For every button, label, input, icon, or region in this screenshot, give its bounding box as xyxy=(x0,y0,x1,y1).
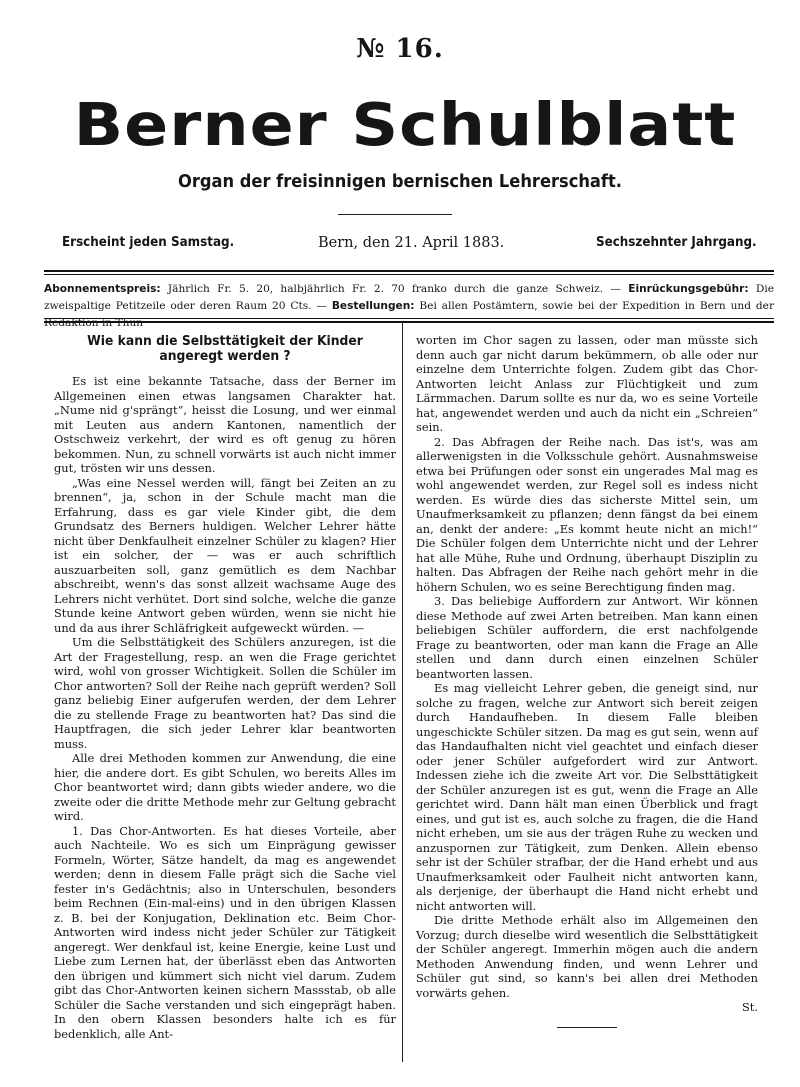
subscription-price-label: Abonnementspreis: xyxy=(44,283,161,295)
advertising-fee-text: Die zweispaltige Petitzeile oder deren Raum 20 Cts. — xyxy=(44,283,774,312)
article-paragraph: 2. Das Abfragen der Reihe nach. Das ist's, was am allerwenigsten in die Volksschule gehört. Ausnahmsweise etwa bei Prüfungen oder sonst ein ungerades Mal mag es wohl angewendet werden, zur Regel soll es indess nicht werden. Es würde dies das sicherste Mittel sein, um Unaufmerksamkeit zu pflanzen; denn fängst da bei einem an, denkt der andere: „Es kommt heute nicht an mich!“ Die Schüler folgen dem Unterrichte nicht und der Lehrer hat alle Mühe, Ruhe und Ordnung, überhaupt Disziplin zu halten. Das Abfragen der Reihe nach gehört mehr in die höhern Schulen, wo es seine Berechtigung finden mag. xyxy=(416,434,758,594)
orders-text: Bei allen Postämtern, sowie bei der Expedition in Bern und der Redaktion in Thun xyxy=(44,300,775,329)
newspaper-subtitle: Organ der freisinnigen bernischen Lehrerschaft. xyxy=(178,172,622,192)
article-title: Wie kann die Selbsttätigkeit der Kinder angeregt werden ? xyxy=(87,334,363,364)
article-paragraph: 1. Das Chor-Antworten. Es hat dieses Vorteile, aber auch Nachteile. Wo es sich um Einprägung gewisser Formeln, Wörter, Sätze handelt, da mag es angewendet werden; denn in diesem Falle prägt sich die Sache viel fester in's Gedächtnis; also in Unterschulen, besonders beim Rechnen (Ein-mal-eins) und in den übrigen Klassen z. B. bei der Konjugation, Deklination etc. Beim Chor-Antworten wird indess nicht jeder Schüler zur Tätigkeit angeregt. Wer denkfaul ist, keine Energie, keine Lust und Liebe zum Lernen hat, der überlässt eben das Antworten den übrigen und kümmert sich nicht viel darum. Zudem gibt das Chor-Antworten keinen sichern Massstab, ob alle Schüler die Sache verstanden und sich eingeprägt haben. In den obern Klassen besonders halte ich es für bedenklich, alle Ant- xyxy=(54,823,396,1041)
dateline: Bern, den 21. April 1883. xyxy=(318,235,505,251)
article-paragraph: Alle drei Methoden kommen zur Anwendung, die eine hier, die andere dort. Es gibt Schulen, wo bereits Alles im Chor beantwortet wird; dann gibts wieder andere, wo die zweite oder die dritte Methode mehr zur Geltung gebracht wird. xyxy=(54,751,396,823)
article-paragraph: worten im Chor sagen zu lassen, oder man müsste sich denn auch gar nicht darum bekümmern, ob alle oder nur einzelne dem Unterrichte folgen. Zudem gibt das Chor-Antworten leicht Anlass zur Flüchtigkeit und zum Lärmmachen. Darum sollte es nur da, wo es seine Vorteile hat, angewendet werden und auch da nicht ein „Schreien“ sein. xyxy=(416,333,758,434)
article-paragraph: „Was eine Nessel werden will, fängt bei Zeiten an zu brennen“, ja, schon in der Schule macht man die Erfahrung, dass es gar viele Kinder gibt, die dem Grundsatz des Berners huldigen. Welcher Lehrer hätte nicht über Denkfaulheit einzelner Schüler zu klagen? Hier ist ein solcher, der — was er auch schriftlich auszuarbeiten soll, ganz gemütlich es dem Nachbar abschreibt, wenn's das sonst allzeit wachsame Auge des Lehrers nicht verhütet. Dort sind solche, welche die ganze Stunde keine Antwort geben würden, wenn sie nicht hie und da aus ihrer Schläfrigkeit aufgeweckt würden. — xyxy=(54,475,396,635)
header-rule-top-thin xyxy=(44,274,774,275)
subscription-info xyxy=(44,281,774,332)
article-paragraph: Die dritte Methode erhält also im Allgemeinen den Vorzug; durch dieselbe wird wesentlich die Selbsttätigkeit der Schüler angeregt. Immerhin mögen auch die andern Methoden Anwendung finden, und wenn Lehrer und Schüler gut sind, so kann's bei allen drei Methoden vorwärts gehen. xyxy=(416,913,758,1000)
header-rule-bottom xyxy=(44,318,774,319)
article-paragraph: Es mag vielleicht Lehrer geben, die geneigt sind, nur solche zu fragen, welche zur Antwort sich bereit zeigen durch Handaufheben. In diesem Falle bleiben ungeschickte Schüler sitzen. Da mag es gut sein, wenn auf das Handaufhalten nicht viel geachtet und einfach dieser oder jener Schüler aufgefordert wird zur Antwort. Indessen ziehe ich die zweite Art vor. Die Selbsttätigkeit der Schüler anzuregen ist es gut, wenn die Frage an Alle gerichtet wird. Dann hält man einen Überblick und fragt eines, und gut ist es, auch solche zu fragen, die die Hand nicht erheben, um sie aus der trägen Ruhe zu wecken und anzuspornen zur Tätigkeit, zum Denken. Allein ebenso sehr ist der Schüler strafbar, der die Hand erhebt und aus Unaufmerksamkeit oder Faulheit nicht antworten kann, als derjenige, der überhaupt die Hand nicht erhebt und nicht antworten will. xyxy=(416,681,758,913)
subscription-price-text: Jährlich Fr. 5. 20, halbjährlich Fr. 2. 70 franko durch die ganze Schweiz. — xyxy=(167,283,621,295)
article-paragraph: Um die Selbsttätigkeit des Schülers anzuregen, ist die Art der Fragestellung, resp. an wen die Frage gerichtet wird, wohl von grosser Wichtigkeit. Sollen die Schüler im Chor antworten? Soll der Reihe nach geprüft werden? Soll ganz beliebig Einer aufgerufen werden, der dem Lehrer die zu stellende Frage zu beantworten hat? Das sind die Hauptfragen, die sich jeder Lehrer klar beantworten muss. xyxy=(54,635,396,751)
article-column-left xyxy=(54,330,396,1041)
article-paragraph: 3. Das beliebige Auffordern zur Antwort. Wir können diese Methode auf zwei Arten betreiben. Man kann einen beliebigen Schüler auffordern, die erst nachfolgende Frage zu beantworten, oder man kann die Frage an Alle stellen und dann durch einen einzelnen Schüler beantworten lassen. xyxy=(416,594,758,681)
header-rule-bottom-thick xyxy=(44,321,774,323)
article-end-rule xyxy=(557,1027,617,1028)
newspaper-title: Berner Schulblatt xyxy=(73,91,737,160)
orders-label: Bestellungen: xyxy=(331,300,415,312)
column-divider xyxy=(402,322,403,1062)
advertising-fee-label: Einrückungsgebühr: xyxy=(628,283,749,295)
article-paragraph: Es ist eine bekannte Tatsache, dass der Berner im Allgemeinen einen etwas langsamen Charakter hat. „Nume nid g'sprängt“, heisst die Losung, und wer einmal mit Leuten aus andern Kantonen, namentlich der Ostschweiz verkehrt, der wird es oft genug zu hören bekommen. Nun, zu schnell vorwärts ist auch nicht immer gut, trösten wir uns dessen. xyxy=(54,374,396,475)
issue-number: № 16. xyxy=(356,34,444,64)
article-column-right xyxy=(416,333,758,1028)
volume-year: Sechszehnter Jahrgang. xyxy=(596,235,757,250)
title-divider xyxy=(338,214,452,215)
header-rule-top xyxy=(44,270,774,272)
author-signature: St. xyxy=(741,1000,758,1014)
publication-frequency: Erscheint jeden Samstag. xyxy=(62,235,235,250)
